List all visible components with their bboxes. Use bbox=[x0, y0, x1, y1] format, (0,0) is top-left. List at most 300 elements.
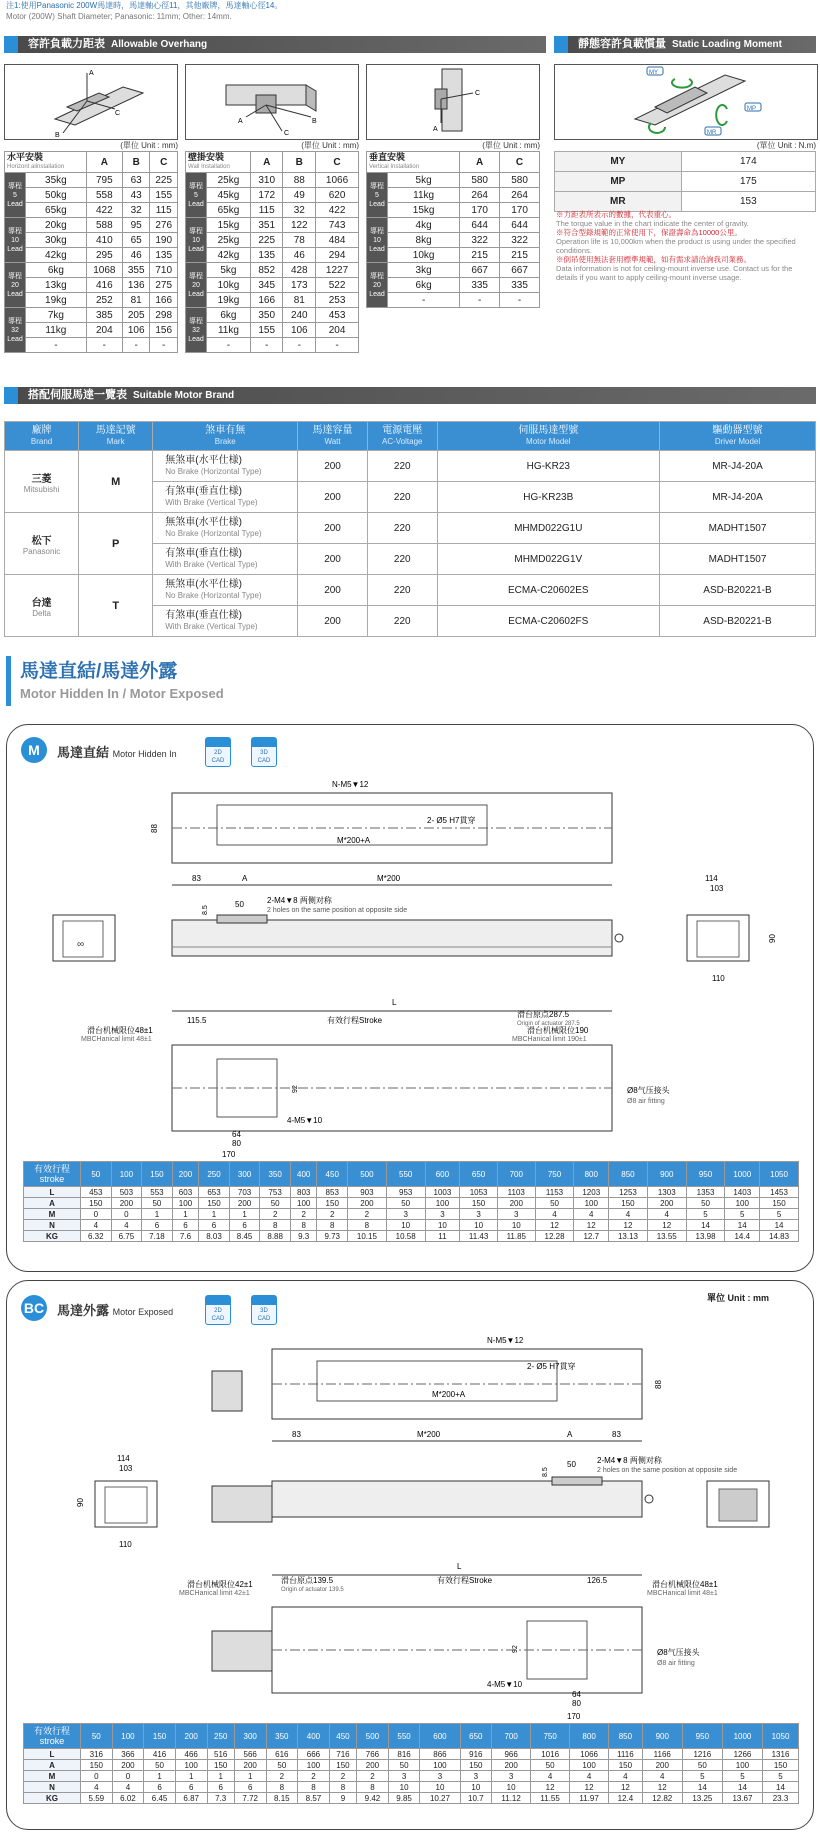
table-cell: 1068 bbox=[86, 263, 122, 278]
header-cn: 馬達記號 bbox=[95, 425, 136, 436]
table-cell: 50 bbox=[266, 1760, 298, 1771]
table-row bbox=[24, 1793, 799, 1804]
stroke-value: 150 bbox=[144, 1724, 176, 1749]
origin-label: 滑台原点287.5 bbox=[517, 1010, 570, 1019]
table-cell: 155 bbox=[150, 188, 178, 203]
lead-value: 20 bbox=[373, 281, 381, 289]
table-cell: 81 bbox=[122, 293, 150, 308]
table-cell: 316 bbox=[81, 1749, 113, 1760]
table-cell: 816 bbox=[388, 1749, 420, 1760]
table-cell: 4 bbox=[81, 1782, 113, 1793]
motor-cell: ECMA-C20602FS bbox=[437, 606, 659, 637]
table-cell: 11.85 bbox=[497, 1231, 535, 1242]
table-cell: 10 bbox=[420, 1782, 460, 1793]
h90-label: 90 bbox=[768, 934, 777, 943]
table-cell: 3 bbox=[492, 1771, 531, 1782]
lead-word: 導程 bbox=[8, 182, 22, 190]
cad-label: CAD bbox=[257, 1316, 271, 1322]
section2-title-cn: 馬達直結/馬達外露 bbox=[20, 661, 178, 682]
watt-cell: 200 bbox=[298, 606, 368, 637]
vertical-install-drawing bbox=[367, 65, 539, 139]
table-cell: 155 bbox=[250, 323, 283, 338]
table-cell: 322 bbox=[500, 233, 540, 248]
table-cell: 65kg bbox=[26, 203, 87, 218]
table-cell: 50 bbox=[144, 1760, 176, 1771]
stroke-header bbox=[24, 1162, 81, 1187]
table-cell: - bbox=[86, 338, 122, 353]
table-row bbox=[367, 278, 540, 293]
brake-en: With Brake (Vertical Type) bbox=[165, 560, 258, 569]
brand-cn: 松下 bbox=[31, 535, 52, 547]
header-en: Watt bbox=[324, 437, 341, 446]
lead-cell bbox=[5, 218, 26, 263]
table-cell: 620 bbox=[316, 188, 359, 203]
moment-note: ※倒吊使用無法套用標準規範，如有需求請洽詢我司業務。 bbox=[556, 255, 751, 264]
table-cell: 10.15 bbox=[348, 1231, 387, 1242]
h88-label: 88 bbox=[150, 824, 159, 833]
table-cell: 4 bbox=[570, 1771, 609, 1782]
table-cell: 516 bbox=[207, 1749, 234, 1760]
table-cell: 1 bbox=[199, 1209, 230, 1220]
h90-label: 90 bbox=[76, 1498, 85, 1507]
table-cell: 13.98 bbox=[686, 1231, 725, 1242]
table-cell: 2 bbox=[357, 1771, 389, 1782]
table-cell: 9.85 bbox=[388, 1793, 420, 1804]
table-cell: 1303 bbox=[647, 1187, 686, 1198]
table-cell: 2 bbox=[329, 1771, 356, 1782]
table-cell: 366 bbox=[112, 1749, 144, 1760]
table-cell: 150 bbox=[329, 1760, 356, 1771]
brake-cell bbox=[153, 513, 298, 544]
table-cell: 1 bbox=[229, 1209, 260, 1220]
top-note bbox=[6, 0, 282, 22]
table-cell: 852 bbox=[250, 263, 283, 278]
table-row bbox=[24, 1220, 799, 1231]
lead-value: 10 bbox=[192, 236, 200, 244]
lead-cell bbox=[186, 173, 207, 218]
table-cell: 10 bbox=[460, 1220, 498, 1231]
motor-brand-table bbox=[4, 421, 816, 637]
volt-cell: 220 bbox=[367, 482, 437, 513]
stroke-value: 750 bbox=[535, 1162, 574, 1187]
motor-exposed-panel bbox=[6, 1280, 814, 1830]
table-cell: 295 bbox=[86, 248, 122, 263]
table-cell: 1003 bbox=[425, 1187, 460, 1198]
table-cell: 416 bbox=[86, 278, 122, 293]
table-cell: 122 bbox=[283, 218, 316, 233]
svg-text:MP: MP bbox=[747, 106, 756, 112]
table-cell: 20kg bbox=[26, 218, 87, 233]
table-row bbox=[24, 1771, 799, 1782]
table-cell: 150 bbox=[460, 1198, 498, 1209]
lead-value: 5 bbox=[194, 191, 198, 199]
watt-cell: 200 bbox=[298, 575, 368, 606]
table-cell: 225 bbox=[150, 173, 178, 188]
lead-value: 5 bbox=[13, 191, 17, 199]
brand-cn: 三菱 bbox=[31, 473, 52, 485]
air-en-label: Ø8 air fitting bbox=[657, 1660, 695, 1667]
header-cn: 馬達容量 bbox=[312, 425, 353, 436]
table-cell: 2 bbox=[290, 1209, 316, 1220]
table-cell: 616 bbox=[266, 1749, 298, 1760]
table-cell: 416 bbox=[144, 1749, 176, 1760]
unit-label: (單位 Unit : mm) bbox=[482, 141, 540, 150]
lead-value: 10 bbox=[373, 236, 381, 244]
vertical-install-diagram bbox=[366, 64, 540, 140]
watt-cell: 200 bbox=[298, 482, 368, 513]
header-accent bbox=[4, 36, 18, 53]
header-cn: 電源電壓 bbox=[382, 425, 423, 436]
brake-cell bbox=[153, 606, 298, 637]
table-cell: 667 bbox=[500, 263, 540, 278]
table-cell: 14.4 bbox=[725, 1231, 760, 1242]
lead-value: 32 bbox=[11, 326, 19, 334]
column-header bbox=[79, 422, 153, 451]
horizontal-install-drawing bbox=[5, 65, 177, 139]
brake-cn: 無煞車(水平仕様) bbox=[165, 517, 242, 528]
m4-label: 2-M4▼8 两侧对称 bbox=[267, 896, 332, 905]
table-cell: 100 bbox=[725, 1198, 760, 1209]
w110-label: 110 bbox=[119, 1540, 132, 1549]
table-cell: 14 bbox=[722, 1782, 762, 1793]
m4en-label: 2 holes on the same position at opposite side bbox=[597, 1467, 738, 1474]
table-cell: 200 bbox=[112, 1760, 144, 1771]
table-cell: 14 bbox=[763, 1782, 799, 1793]
table-cell: 4kg bbox=[388, 218, 460, 233]
table-row bbox=[5, 308, 178, 323]
table-row bbox=[5, 203, 178, 218]
table-cell: 50 bbox=[535, 1198, 574, 1209]
svg-text:C: C bbox=[115, 110, 121, 117]
table-cell: 253 bbox=[316, 293, 359, 308]
table-cell: 275 bbox=[150, 278, 178, 293]
table-cell: 2 bbox=[317, 1209, 348, 1220]
table-cell: 0 bbox=[81, 1771, 113, 1782]
table-cell: 166 bbox=[250, 293, 283, 308]
table-row bbox=[5, 513, 816, 544]
motor-exposed-drawing bbox=[7, 1331, 813, 1731]
stroke-value: 400 bbox=[298, 1724, 330, 1749]
driver-cell: MADHT1507 bbox=[659, 513, 815, 544]
l-label: L bbox=[392, 998, 397, 1007]
table-cell: 566 bbox=[234, 1749, 266, 1760]
table-cell: 2 bbox=[260, 1209, 291, 1220]
table-row bbox=[5, 338, 178, 353]
table-cell: 25kg bbox=[207, 233, 251, 248]
table-cell: 4 bbox=[574, 1209, 609, 1220]
motor-cell: ECMA-C20602ES bbox=[437, 575, 659, 606]
header-en: AC-Voltage bbox=[382, 437, 423, 446]
mark-cell: M bbox=[79, 451, 153, 513]
table-row bbox=[24, 1231, 799, 1242]
d92-label: 92 bbox=[292, 1085, 299, 1093]
table-cell: 5 bbox=[763, 1771, 799, 1782]
volt-cell: 220 bbox=[367, 513, 437, 544]
table-cell: 3 bbox=[386, 1209, 425, 1220]
table-cell: 1103 bbox=[497, 1187, 535, 1198]
watt-cell: 200 bbox=[298, 513, 368, 544]
table-row bbox=[367, 188, 540, 203]
table-cell: 866 bbox=[420, 1749, 460, 1760]
lead-value: 20 bbox=[11, 281, 19, 289]
table-cell: 1166 bbox=[642, 1749, 682, 1760]
table-cell: 150 bbox=[317, 1198, 348, 1209]
wall-install-diagram bbox=[185, 64, 359, 140]
hole2-label: 2- Ø5 H7貫穿 bbox=[427, 816, 476, 825]
table-row bbox=[367, 263, 540, 278]
lead-en: Lead bbox=[369, 200, 385, 208]
brake-cn: 有煞車(垂直仕様) bbox=[165, 548, 242, 559]
table-cell: - bbox=[388, 293, 460, 308]
table-cell: 8 bbox=[260, 1220, 291, 1231]
table-cell: 150 bbox=[207, 1760, 234, 1771]
table-row bbox=[555, 152, 816, 172]
m4en-label: 2 holes on the same position at opposite side bbox=[267, 907, 408, 914]
table-cell: 558 bbox=[86, 188, 122, 203]
table-cell: 13.55 bbox=[647, 1231, 686, 1242]
column-header bbox=[437, 422, 659, 451]
table-row bbox=[5, 323, 178, 338]
brake-en: No Brake (Horizontal Type) bbox=[165, 467, 262, 476]
svg-text:B: B bbox=[312, 118, 317, 125]
volt-cell: 220 bbox=[367, 606, 437, 637]
origin-en-label: Origin of actuator 139.5 bbox=[281, 1587, 344, 1593]
table-cell: 100 bbox=[172, 1198, 198, 1209]
table-row bbox=[5, 188, 178, 203]
table-row bbox=[367, 248, 540, 263]
cad-2d-icon[interactable] bbox=[205, 1295, 231, 1325]
table-cell: 6 bbox=[175, 1782, 207, 1793]
table-cell: 3 bbox=[425, 1209, 460, 1220]
panel-title-cn: 馬達外露 bbox=[57, 1303, 110, 1318]
table-cell: 6 bbox=[199, 1220, 230, 1231]
table-cell: 588 bbox=[86, 218, 122, 233]
table-cell: 5 bbox=[682, 1771, 722, 1782]
table-cell: 150 bbox=[460, 1760, 492, 1771]
moment-key: MP bbox=[555, 172, 682, 192]
stroke-header bbox=[24, 1724, 81, 1749]
stroke-value: 450 bbox=[329, 1724, 356, 1749]
table-cell: 3 bbox=[460, 1771, 492, 1782]
dm-label: M*200 bbox=[417, 1430, 441, 1439]
motor-hidden-panel bbox=[6, 724, 814, 1272]
column-header bbox=[659, 422, 815, 451]
table-cell: 32 bbox=[122, 203, 150, 218]
install-type-label bbox=[5, 152, 87, 173]
table-cell: - bbox=[122, 338, 150, 353]
stroke-value: 1000 bbox=[722, 1724, 762, 1749]
table-cell: 7.3 bbox=[207, 1793, 234, 1804]
table-cell: 200 bbox=[234, 1760, 266, 1771]
volt-cell: 220 bbox=[367, 575, 437, 606]
table-cell: 853 bbox=[317, 1187, 348, 1198]
header-accent bbox=[4, 387, 18, 404]
table-cell: 13.13 bbox=[609, 1231, 648, 1242]
table-cell: 4 bbox=[609, 1771, 643, 1782]
table-row bbox=[186, 173, 359, 188]
install-type-en: Horizont alinstallation bbox=[7, 164, 65, 170]
cad-2d-icon[interactable] bbox=[205, 737, 231, 767]
brand-cell bbox=[5, 451, 79, 513]
table-cell: 150 bbox=[609, 1760, 643, 1771]
table-row bbox=[24, 1760, 799, 1771]
motor-brand-header bbox=[4, 387, 816, 404]
motor-hidden-stroke-table bbox=[23, 1161, 799, 1242]
top-note-en: Motor (200W) Shaft Diameter; Panasonic: 11mm; Other: 14mm. bbox=[6, 12, 232, 21]
table-cell: 3 bbox=[388, 1771, 420, 1782]
table-cell: 3 bbox=[420, 1771, 460, 1782]
table-cell: 1216 bbox=[682, 1749, 722, 1760]
table-row bbox=[186, 203, 359, 218]
table-cell: 1453 bbox=[760, 1187, 799, 1198]
table-cell: 1 bbox=[175, 1771, 207, 1782]
table-cell: 100 bbox=[570, 1760, 609, 1771]
table-cell: 200 bbox=[642, 1760, 682, 1771]
table-cell: 11.12 bbox=[492, 1793, 531, 1804]
lead-en: Lead bbox=[188, 245, 204, 253]
table-cell: 1227 bbox=[316, 263, 359, 278]
stroke-value: 700 bbox=[497, 1162, 535, 1187]
wall-overhang-table bbox=[185, 151, 359, 353]
d126-label: 126.5 bbox=[587, 1576, 608, 1585]
table-cell: 8.88 bbox=[260, 1231, 291, 1242]
table-cell: 14 bbox=[725, 1220, 760, 1231]
table-row bbox=[186, 293, 359, 308]
table-row bbox=[5, 263, 178, 278]
table-cell: 12.7 bbox=[574, 1231, 609, 1242]
stroke-value: 550 bbox=[388, 1724, 420, 1749]
table-row bbox=[186, 323, 359, 338]
motor-hidden-drawing bbox=[7, 775, 813, 1175]
moment-header bbox=[554, 36, 816, 53]
da-label: A bbox=[567, 1430, 573, 1439]
table-cell: 1066 bbox=[570, 1749, 609, 1760]
stroke-value: 800 bbox=[570, 1724, 609, 1749]
d83-label: 83 bbox=[612, 1430, 621, 1439]
moment-value: 175 bbox=[681, 172, 815, 192]
stroke-label: 有效行程Stroke bbox=[327, 1016, 383, 1025]
svg-text:∞: ∞ bbox=[77, 939, 85, 950]
w114-label: 114 bbox=[705, 874, 718, 883]
table-cell: 422 bbox=[316, 203, 359, 218]
d83-label: 83 bbox=[292, 1430, 301, 1439]
table-cell: 6 bbox=[229, 1220, 260, 1231]
table-cell: 42kg bbox=[26, 248, 87, 263]
cad-3d-label: 3D bbox=[260, 750, 268, 756]
table-cell: 14.83 bbox=[760, 1231, 799, 1242]
table-cell: 2 bbox=[348, 1209, 387, 1220]
svg-text:MR: MR bbox=[707, 130, 717, 136]
table-cell: 580 bbox=[460, 173, 500, 188]
svg-text:MY: MY bbox=[649, 70, 658, 76]
table-cell: 7.72 bbox=[234, 1793, 266, 1804]
table-cell: 100 bbox=[420, 1760, 460, 1771]
stroke-value: 1050 bbox=[763, 1724, 799, 1749]
table-cell: - bbox=[250, 338, 283, 353]
table-cell: 5 bbox=[760, 1209, 799, 1220]
moment-drawing bbox=[555, 65, 817, 139]
table-cell: 170 bbox=[500, 203, 540, 218]
table-cell: 5 bbox=[722, 1771, 762, 1782]
table-cell: 522 bbox=[316, 278, 359, 293]
stroke-value: 250 bbox=[199, 1162, 230, 1187]
cad-label: CAD bbox=[211, 1316, 225, 1322]
header-cn: 伺服馬達型號 bbox=[518, 425, 579, 436]
table-cell: 50 bbox=[686, 1198, 725, 1209]
cad-3d-icon[interactable] bbox=[251, 737, 277, 767]
table-cell: 10kg bbox=[388, 248, 460, 263]
table-cell: 12 bbox=[609, 1220, 648, 1231]
volt-cell: 220 bbox=[367, 451, 437, 482]
brake-cell bbox=[153, 575, 298, 606]
stroke-value: 200 bbox=[172, 1162, 198, 1187]
table-cell: 215 bbox=[460, 248, 500, 263]
overhang-table bbox=[366, 151, 540, 308]
table-cell: 14 bbox=[682, 1782, 722, 1793]
table-cell: 8 bbox=[329, 1782, 356, 1793]
stroke-value: 850 bbox=[609, 1162, 648, 1187]
cad-3d-icon[interactable] bbox=[251, 1295, 277, 1325]
lead-en: Lead bbox=[188, 335, 204, 343]
table-cell: 345 bbox=[250, 278, 283, 293]
table-cell: 205 bbox=[122, 308, 150, 323]
lead-value: 32 bbox=[192, 326, 200, 334]
install-type-cn: 水平安裝 bbox=[7, 152, 44, 162]
table-cell: 156 bbox=[150, 323, 178, 338]
w103-label: 103 bbox=[710, 884, 724, 893]
stroke-head-en: stroke bbox=[39, 1174, 65, 1184]
table-cell: 1053 bbox=[460, 1187, 498, 1198]
table-cell: - bbox=[500, 293, 540, 308]
table-cell: 46 bbox=[122, 248, 150, 263]
d83-label: 83 bbox=[192, 874, 201, 883]
table-cell: 115 bbox=[250, 203, 283, 218]
moment-key: MR bbox=[555, 192, 682, 212]
driver-cell: MR-J4-20A bbox=[659, 451, 815, 482]
table-cell: 8 bbox=[298, 1782, 330, 1793]
table-cell: 466 bbox=[175, 1749, 207, 1760]
table-row bbox=[5, 293, 178, 308]
table-row bbox=[5, 248, 178, 263]
table-cell: 410 bbox=[86, 233, 122, 248]
table-cell: 10 bbox=[388, 1782, 420, 1793]
h88-label: 88 bbox=[654, 1380, 663, 1389]
table-cell: 5.59 bbox=[81, 1793, 113, 1804]
table-cell: 11kg bbox=[26, 323, 87, 338]
table-cell: 966 bbox=[492, 1749, 531, 1760]
row-key: N bbox=[24, 1220, 81, 1231]
moment-note: ※符合型錄規範的正常使用下，保證壽命為10000公里。 bbox=[556, 228, 742, 237]
stroke-value: 400 bbox=[290, 1162, 316, 1187]
column-header: C bbox=[500, 152, 540, 173]
motor-brand-title-en: Suitable Motor Brand bbox=[133, 390, 235, 401]
m4-label: 2-M4▼8 两侧对称 bbox=[597, 1456, 662, 1465]
table-cell: 1353 bbox=[686, 1187, 725, 1198]
table-cell: 200 bbox=[111, 1198, 142, 1209]
table-cell: 150 bbox=[81, 1198, 112, 1209]
driver-cell: MR-J4-20A bbox=[659, 482, 815, 513]
table-cell: 50 bbox=[386, 1198, 425, 1209]
table-cell: 200 bbox=[229, 1198, 260, 1209]
m5-label: 4-M5▼10 bbox=[487, 1680, 523, 1689]
table-cell: 42kg bbox=[207, 248, 251, 263]
table-row bbox=[24, 1782, 799, 1793]
table-cell: 12 bbox=[647, 1220, 686, 1231]
table-cell: 422 bbox=[86, 203, 122, 218]
table-cell: 12 bbox=[574, 1220, 609, 1231]
hole2-label: 2- Ø5 H7貫穿 bbox=[527, 1362, 576, 1371]
table-cell: 350 bbox=[250, 308, 283, 323]
